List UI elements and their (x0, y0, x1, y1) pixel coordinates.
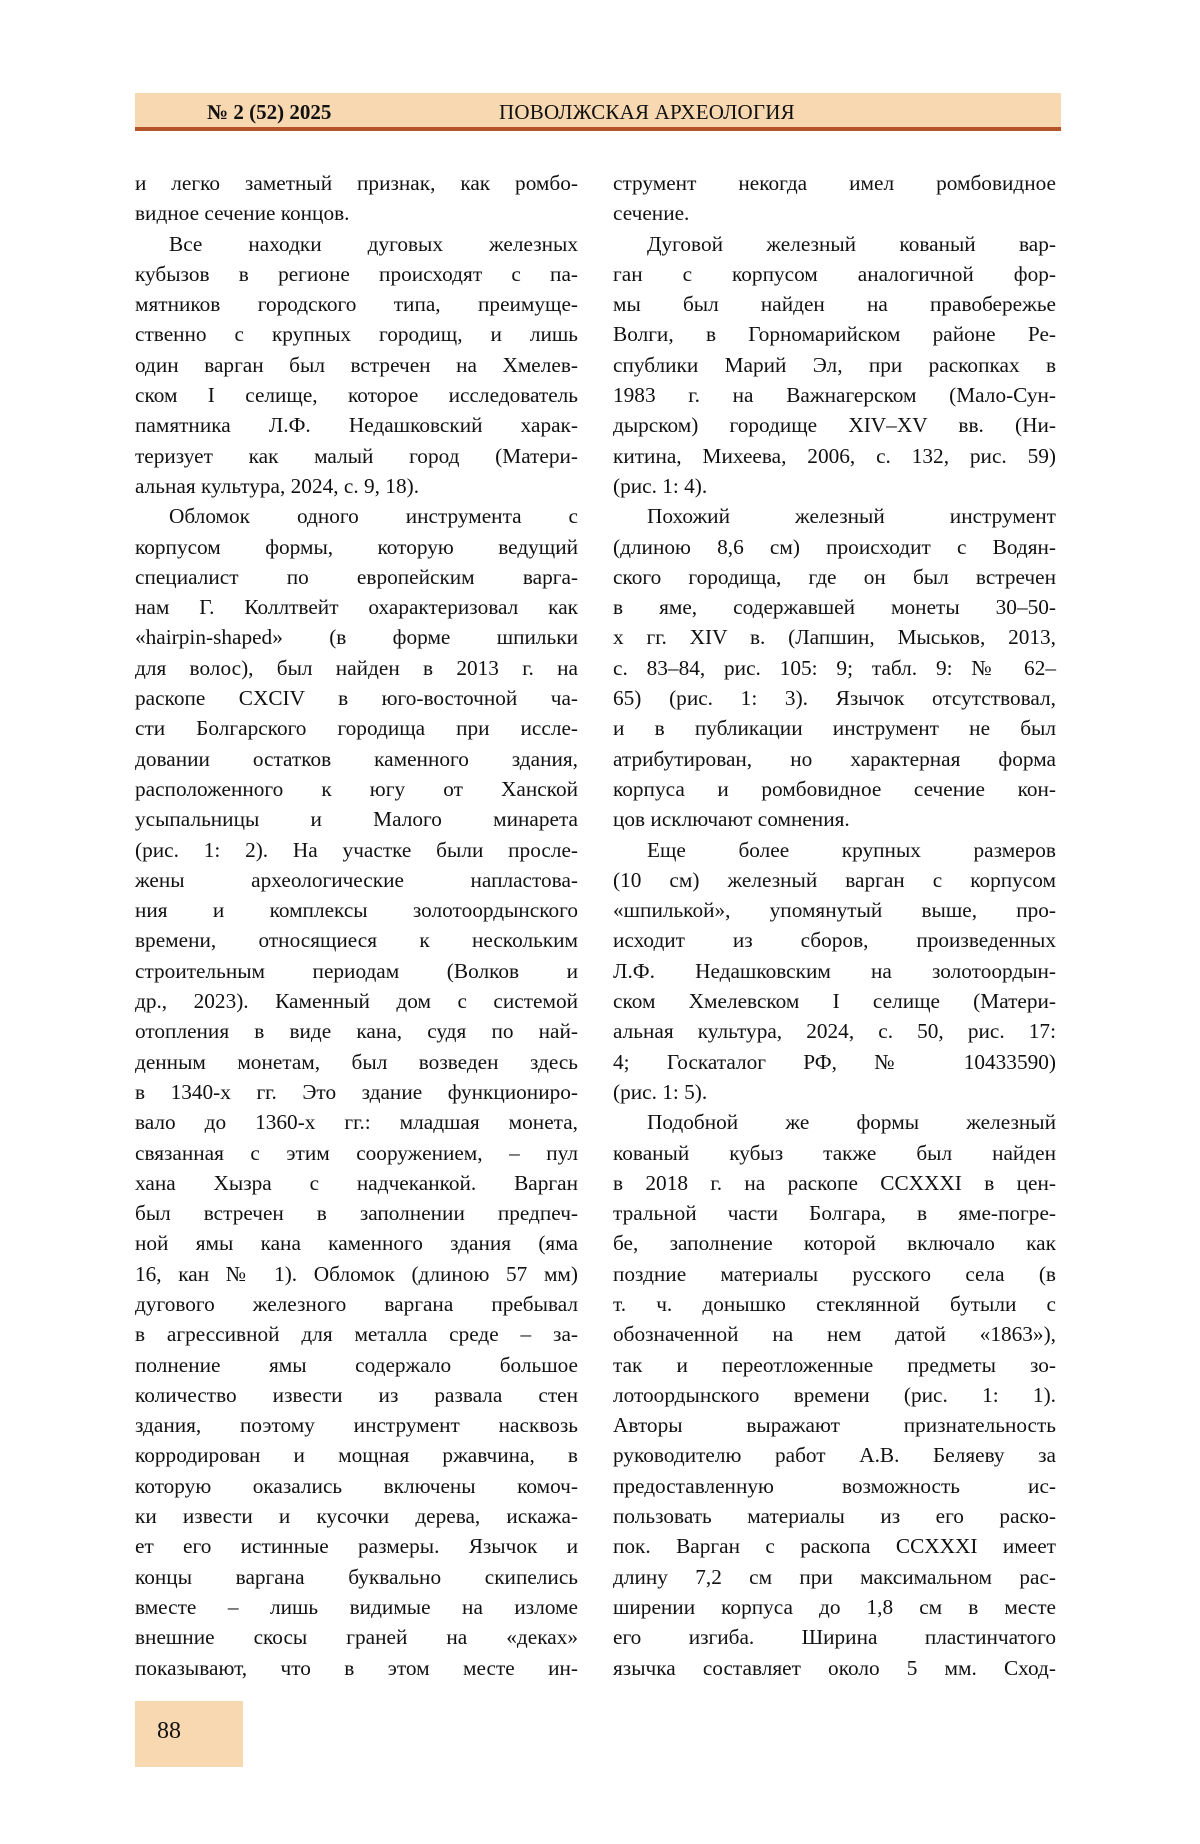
text-line: (рис. 1: 2). На участке были просле- (135, 837, 578, 862)
text-line: показывают, что в этом месте ин- (135, 1655, 578, 1680)
text-line: усыпальницы и Малого минарета (135, 807, 578, 832)
journal-title: ПОВОЛЖСКАЯ АРХЕОЛОГИЯ (499, 100, 795, 124)
text-line: ственно с крупных городищ, и лишь (135, 322, 578, 347)
text-line: ском Хмелевском I селище (Матери- (613, 989, 1056, 1014)
text-line: сечение. (613, 201, 690, 226)
text-line: (рис. 1: 4). (613, 473, 708, 498)
text-line: др., 2023). Каменный дом с системой (135, 989, 578, 1014)
text-line: один варган был встречен на Хмелев- (135, 352, 578, 377)
text-line: здания, поэтому инструмент насквозь (135, 1413, 578, 1438)
text-line: обозначенной на нем датой «1863»), (613, 1322, 1056, 1347)
text-line: атрибутирован, но характерная форма (613, 746, 1056, 771)
text-line: связанная с этим сооружением, – пул (135, 1140, 578, 1165)
text-line: 4; Госкаталог РФ, № 10433590) (613, 1049, 1056, 1074)
text-line: ки извести и кусочки дерева, искажа- (135, 1504, 578, 1529)
text-line: в 2018 г. на раскопе CCXXXI в цен- (613, 1170, 1056, 1195)
text-line: Волги, в Горномарийском районе Ре- (613, 322, 1056, 347)
text-line: ния и комплексы золотоордынского (135, 898, 578, 923)
text-line: Л.Ф. Недашковским на золотоордын- (613, 958, 1056, 983)
text-line: концы варгана буквально скипелись (135, 1564, 578, 1589)
text-line: ского городища, где он был встречен (613, 564, 1056, 589)
text-line: видное сечение концов. (135, 201, 350, 226)
text-line: и легко заметный признак, как ромбо- (135, 171, 578, 195)
text-line: Обломок одного инструмента с (169, 504, 578, 529)
text-line: альная культура, 2024, с. 50, рис. 17: (613, 1019, 1056, 1044)
text-line: ширении корпуса до 1,8 см в месте (613, 1594, 1056, 1619)
text-line: х гг. XIV в. (Лапшин, Мыськов, 2013, (613, 625, 1056, 650)
text-line: мятников городского типа, преимуще- (135, 292, 578, 317)
text-line: хана Хызра с надчеканкой. Варган (135, 1170, 578, 1195)
text-line: т. ч. донышко стеклянной бутыли с (613, 1291, 1056, 1316)
text-line: бе, заполнение которой включало как (613, 1231, 1056, 1256)
text-line: руководителю работ А.В. Беляеву за (613, 1443, 1056, 1468)
text-line: для волос), был найден в 2013 г. на (135, 655, 578, 680)
issue-number: № 2 (52) 2025 (207, 100, 332, 124)
text-line: и в публикации инструмент не был (613, 716, 1056, 741)
text-line: был встречен в заполнении предпеч- (135, 1201, 578, 1226)
text-line: в яме, содержавшей монеты 30–50- (613, 595, 1056, 620)
text-line: «шпилькой», упомянутый выше, про- (613, 898, 1056, 923)
text-line: сти Болгарского городища при иссле- (135, 716, 578, 741)
page-number-box (135, 1701, 243, 1767)
text-line: денным монетам, был возведен здесь (135, 1049, 578, 1074)
text-line: его изгиба. Ширина пластинчатого (613, 1625, 1056, 1650)
text-line: Авторы выражают признательность (613, 1413, 1056, 1438)
text-line: строительным периодам (Волков и (135, 958, 578, 983)
text-line: расположенного к югу от Ханской (135, 776, 578, 801)
text-line: ском I селище, которое исследователь (135, 383, 578, 408)
page-number: 88 (157, 1718, 181, 1744)
text-line: кубызов в регионе происходят с па- (135, 261, 578, 286)
text-line: отопления в виде кана, судя по най- (135, 1019, 578, 1044)
text-line: (рис. 1: 5). (613, 1079, 708, 1104)
text-line: с. 83–84, рис. 105: 9; табл. 9: № 62– (613, 655, 1056, 680)
text-line: в агрессивной для металла среде – за- (135, 1322, 578, 1347)
text-line: «hairpin-shaped» (в форме шпильки (135, 625, 578, 650)
text-line: исходит из сборов, произведенных (613, 928, 1056, 953)
text-line: 1983 г. на Важнагерском (Мало-Сун- (613, 383, 1056, 408)
left-text-column (135, 168, 578, 1683)
text-line: корпуса и ромбовидное сечение кон- (613, 776, 1056, 801)
text-line: теризует как малый город (Матери- (135, 443, 578, 468)
text-line: дугового железного варгана пребывал (135, 1291, 578, 1316)
text-line: струмент некогда имел ромбовидное (613, 171, 1056, 195)
text-line: так и переотложенные предметы зо- (613, 1352, 1056, 1377)
text-line: лотоордынского времени (рис. 1: 1). (613, 1382, 1056, 1407)
text-line: альная культура, 2024, с. 9, 18). (135, 473, 420, 498)
text-line: язычка составляет около 5 мм. Сход- (613, 1655, 1056, 1680)
text-line: предоставленную возможность ис- (613, 1473, 1056, 1498)
text-line: довании остатков каменного здания, (135, 746, 578, 771)
text-line: поздние материалы русского села (в (613, 1261, 1056, 1286)
text-line: 65) (рис. 1: 3). Язычок отсутствовал, (613, 686, 1056, 711)
text-line: корпусом формы, которую ведущий (135, 534, 578, 559)
text-line: количество извести из развала стен (135, 1382, 578, 1407)
text-line: ган с корпусом аналогичной фор- (613, 261, 1056, 286)
text-line: Похожий железный инструмент (647, 504, 1056, 529)
right-text-column (613, 168, 1056, 1683)
text-line: памятника Л.Ф. Недашковский харак- (135, 413, 578, 438)
text-line: вместе – лишь видимые на изломе (135, 1594, 578, 1619)
text-line: Подобной же формы железный (647, 1110, 1056, 1135)
text-line: специалист по европейским варга- (135, 564, 578, 589)
text-line: пользовать материалы из его раско- (613, 1504, 1056, 1529)
text-line: Все находки дуговых железных (169, 231, 578, 256)
text-line: дырском) городище XIV–XV вв. (Ни- (613, 413, 1056, 438)
text-line: длину 7,2 см при максимальном рас- (613, 1564, 1056, 1589)
text-line: тральной части Болгара, в яме-погре- (613, 1201, 1056, 1226)
text-line: жены археологические напластова- (135, 867, 578, 892)
text-line: раскопе CXCIV в юго-восточной ча- (135, 686, 578, 711)
text-line: 16, кан № 1). Обломок (длиною 57 мм) (135, 1261, 578, 1286)
text-line: которую оказались включены комоч- (135, 1473, 578, 1498)
text-line: времени, относящиеся к нескольким (135, 928, 578, 953)
text-line: полнение ямы содержало большое (135, 1352, 578, 1377)
text-line: пок. Варган с раскопа CCXXXI имеет (613, 1534, 1056, 1559)
text-line: внешние скосы граней на «деках» (135, 1625, 578, 1650)
text-line: в 1340-х гг. Это здание функциониро- (135, 1079, 578, 1104)
text-line: китина, Михеева, 2006, с. 132, рис. 59) (613, 443, 1056, 468)
text-line: Еще более крупных размеров (647, 837, 1056, 862)
text-line: нам Г. Коллтвейт охарактеризовал как (135, 595, 578, 620)
text-line: (длиною 8,6 см) происходит с Водян- (613, 534, 1056, 559)
text-line: спублики Марий Эл, при раскопках в (613, 352, 1056, 377)
text-line: ной ямы кана каменного здания (яма (135, 1231, 578, 1256)
text-line: вало до 1360-х гг.: младшая монета, (135, 1110, 578, 1135)
text-line: кованый кубыз также был найден (613, 1140, 1056, 1165)
text-line: цов исключают сомнения. (613, 807, 850, 832)
text-line: ет его истинные размеры. Язычок и (135, 1534, 578, 1559)
running-header (135, 93, 1061, 131)
text-line: мы был найден на правобережье (613, 292, 1056, 317)
text-line: корродирован и мощная ржавчина, в (135, 1443, 578, 1468)
text-line: Дуговой железный кованый вар- (647, 231, 1056, 256)
text-line: (10 см) железный варган с корпусом (613, 867, 1056, 892)
